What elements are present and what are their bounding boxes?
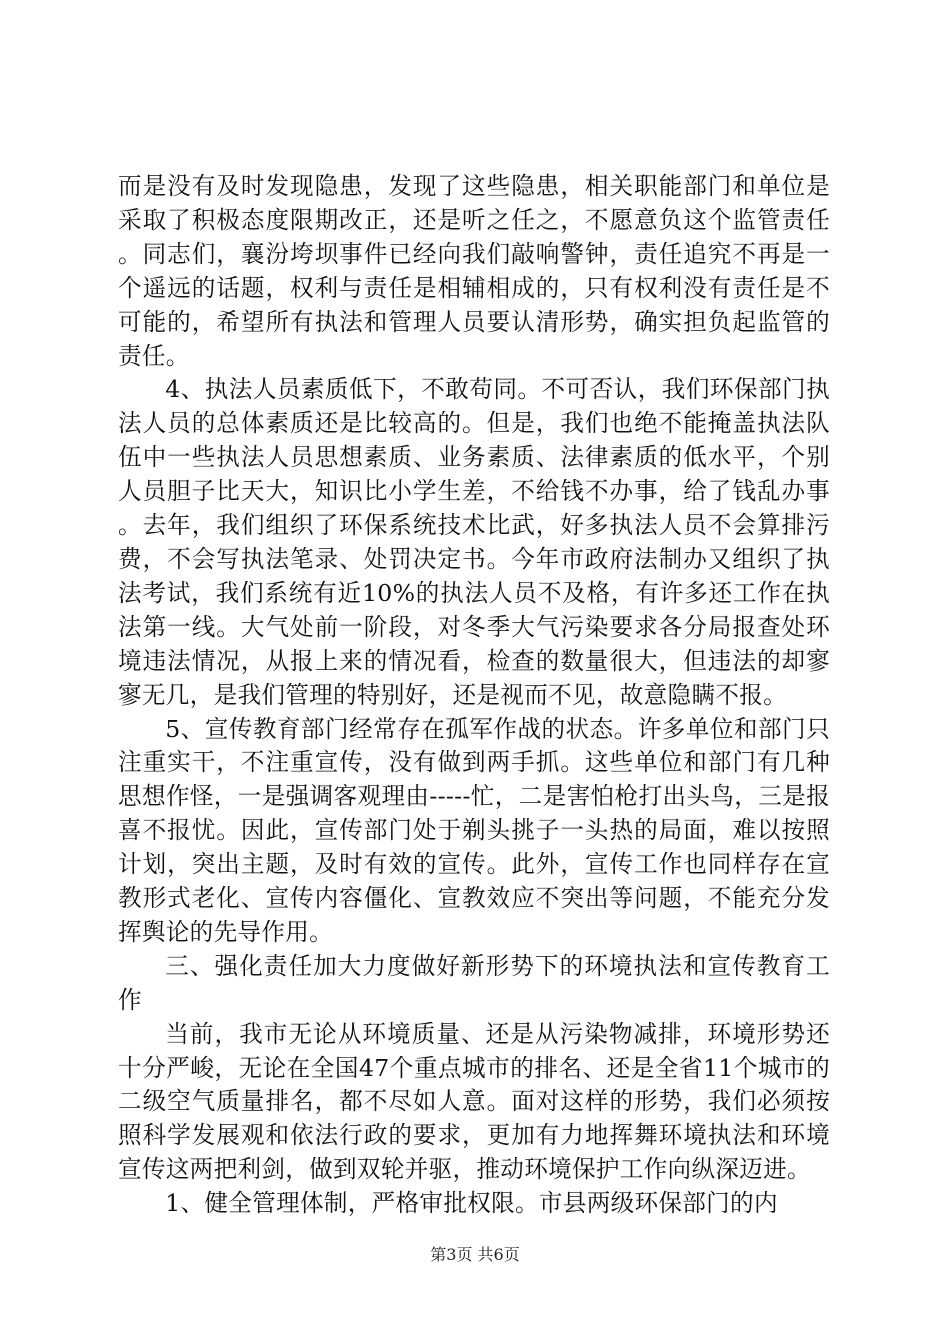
paragraph-section-intro: 当前，我市无论从环境质量、还是从污染物减排，环境形势还十分严峻，无论在全国47个重点城市的排名、还是全省11个城市的二级空气质量排名，都不尽如人意。面对这样的形势，我们必须按照科学发展观和依法行政的要求，更加有力地挥舞环境执法和环境宣传这两把利剑，做到双轮并驱，推动环境保护工作向纵深迈进。: [118, 1019, 830, 1184]
paragraph-item-1: 1、健全管理体制，严格审批权限。市县两级环保部门的内: [165, 1189, 778, 1218]
section-heading-3: 三、强化责任加大力度做好新形势下的环境执法和宣传教育工作: [118, 951, 830, 1014]
document-body: [118, 170, 830, 1221]
paragraph-item-5: 5、宣传教育部门经常存在孤军作战的状态。许多单位和部门只注重实干，不注重宣传，没有做到两手抓。这些单位和部门有几种思想作怪，一是强调客观理由-----忙，二是害怕枪打出头鸟，三是报喜不报忧。因此，宣传部门处于剃头挑子一头热的局面，难以按照计划，突出主题，及时有效的宣传。此外，宣传工作也同样存在宣教形式老化、宣传内容僵化、宣教效应不突出等问题，不能充分发挥舆论的先导作用。: [118, 714, 830, 946]
page-number-footer: 第3页 共6页: [430, 1245, 520, 1264]
paragraph-continuation: 而是没有及时发现隐患，发现了这些隐患，相关职能部门和单位是采取了积极态度限期改正，还是听之任之，不愿意负这个监管责任。同志们，襄汾垮坝事件已经向我们敲响警钟，责任追究不再是一个遥远的话题，权利与责任是相辅相成的，只有权利没有责任是不可能的，希望所有执法和管理人员要认清形势，确实担负起监管的责任。: [118, 172, 830, 370]
paragraph-item-4: 4、执法人员素质低下，不敢苟同。不可否认，我们环保部门执法人员的总体素质还是比较高的。但是，我们也绝不能掩盖执法队伍中一些执法人员思想素质、业务素质、法律素质的低水平，个别人员胆子比天大，知识比小学生差，不给钱不办事，给了钱乱办事。去年，我们组织了环保系统技术比武，好多执法人员不会算排污费，不会写执法笔录、处罚决定书。今年市政府法制办又组织了执法考试，我们系统有近10%的执法人员不及格，有许多还工作在执法第一线。大气处前一阶段，对冬季大气污染要求各分局报查处环境违法情况，从报上来的情况看，检查的数量很大，但违法的却寥寥无几，是我们管理的特别好，还是视而不见，故意隐瞒不报。: [118, 375, 830, 709]
